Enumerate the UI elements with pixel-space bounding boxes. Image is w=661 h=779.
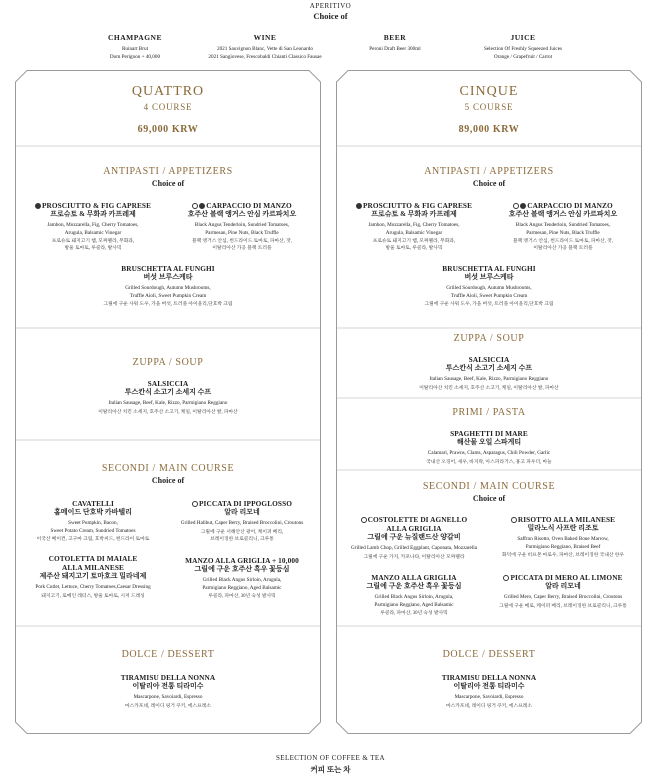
dish-tiramisu [55, 673, 281, 710]
beverage-line: Peroni Draft Beer 300ml [369, 46, 421, 52]
dish-origin: 그릴에 구운 서해안산 광어, 케이퍼 베리, [200, 529, 284, 535]
dish-ingredients: Black Angus Tenderloin, Sundried Tomatoes, [194, 222, 290, 228]
dish-ingredients: Saffron Risotto, Oven Baked Bone Marrow, [517, 536, 609, 542]
dish-origin: 그릴에 구운 가지, 카포나타, 이탈리아산 모짜렐라 [363, 554, 465, 560]
dish-origin: 방울 토마토, 루콜라, 발사믹 [385, 246, 443, 251]
dish-name-ko: 알라 리모네 [545, 582, 581, 590]
section-title: ANTIPASTI / APPETIZERS [424, 166, 554, 177]
dish-ingredients: Grilled Mero, Caper Berry, Braised Broccolini, Croutons [503, 594, 623, 600]
dish-ingredients: Italian Sausage, Beef, Kale, Rizzo, Parmigiano Reggiano [429, 376, 549, 382]
course-price: 69,000 KRW [137, 124, 199, 135]
dish-name: COSTOLETTE DI AGNELLO [367, 515, 468, 524]
dish-carpaccio [167, 201, 317, 252]
pork-icon [35, 203, 41, 209]
dish-origin: 프로슈토 돼지고기 햄, 모짜렐라, 무화과, [372, 239, 456, 244]
gluten-icon [513, 203, 519, 209]
course-price: 89,000 KRW [458, 124, 520, 135]
dish-name: PROSCIUTTO & FIG CAPRESE [41, 201, 152, 210]
dish-origin: 프로슈토 돼지고기 햄, 모짜렐라, 무화과, [51, 239, 135, 244]
quattro-secondi-heading [15, 463, 321, 485]
pork-icon [356, 203, 362, 209]
dish-ingredients: Parmigiano Reggiano, Aged Balsamic [202, 584, 282, 591]
gluten-icon [511, 517, 517, 523]
course-count: 5 COURSE [464, 102, 514, 112]
dish-origin: 이탈리아산 가공 블랙 트러플 [212, 246, 272, 251]
dish-salsiccia [35, 379, 301, 416]
dish-ingredients: Grilled Sourdough, Autumn Mushrooms, [446, 285, 532, 291]
dish-origin: 루콜라, 파마산, 30년 숙성 발사믹 [380, 611, 448, 616]
beverage-line: 2021 Sauvignon Blanc, Vette di San Leonardo [216, 46, 313, 52]
section-choice: Choice of [472, 494, 506, 503]
dish-ingredients: Arugula, Balsamic Vinegar [64, 229, 122, 236]
dish-origin: 그릴에 구운 사워 도우, 가을 버섯, 트러플 아이올리,단호박 크림 [424, 302, 554, 307]
beverage-beer [350, 33, 440, 53]
dish-origin: 마스카포네, 레이디 핑거 쿠키, 에스프레소 [125, 703, 211, 709]
dish-origin: 이탈리아산 가공 블랙 트러플 [533, 246, 593, 251]
course-count: 4 COURSE [143, 102, 193, 112]
dish-ingredients: Grilled Black Angus Sirloin, Arugula, [374, 594, 454, 600]
dish-prosciutto [340, 201, 488, 252]
beverage-line: Dom Perignon + 40,000 [109, 54, 161, 60]
dish-tiramisu [376, 673, 602, 710]
dish-name: TIRAMISU DELLA NONNA [441, 673, 537, 682]
cinque-antipasti-heading [336, 166, 642, 188]
dish-ingredients: Parmigiano Reggiano, Aged Balsamic [374, 601, 454, 608]
dish-origin: 브레이징한 브로콜리니, 크루통 [210, 536, 274, 542]
dish-piccata-ippoglosso [167, 499, 317, 543]
dish-name: SALSICCIA [147, 379, 189, 388]
beverage-champagne [95, 33, 175, 61]
dish-prosciutto [19, 201, 167, 252]
section-choice: Choice of [472, 179, 506, 188]
gluten-icon [192, 203, 198, 209]
dish-risotto [488, 515, 638, 559]
nuts-icon [520, 203, 526, 209]
dish-origin: 국내산 오징어, 새우, 바지락, 아스파라거스, 홍고 파우더, 마늘 [426, 459, 552, 465]
beverage-heading: JUICE [510, 33, 536, 42]
dish-carpaccio [488, 201, 638, 252]
footer-coffee-tea: SELECTION OF COFFEE & TEA [275, 754, 386, 762]
dish-ingredients: Sweet Potato Cream, Sundried Tomatoes [50, 527, 136, 534]
cinque-header [336, 84, 642, 135]
course-name: CINQUE [459, 84, 519, 99]
dish-name-ko: 이탈리아 전통 티라미수 [132, 682, 204, 690]
dish-name: MANZO ALLA GRIGLIA [371, 573, 457, 582]
dish-ingredients: Truffle Aioli, Sweet Pumpkin Cream [129, 292, 207, 299]
dish-name: CAVATELLI [72, 499, 114, 508]
dish-name: SALSICCIA [468, 355, 510, 364]
beverage-line: Ruinart Brut [121, 46, 149, 52]
section-title: ZUPPA / SOUP [453, 333, 525, 344]
gluten-icon [503, 575, 509, 581]
dish-origin: 그릴에 구운 메로, 케이퍼 베리, 브레이징한 브로콜리니, 크루통 [499, 603, 627, 609]
dish-piccata-mero [488, 573, 638, 610]
dish-name-ko: 투스칸식 소고기 소세지 수프 [445, 364, 533, 372]
dish-origin: 방울 토마토, 루콜라, 발사믹 [64, 246, 122, 251]
nuts-icon [199, 203, 205, 209]
dish-ingredients: Italian Sausage, Beef, Kale, Rizzo, Parmigiano Reggiano [108, 400, 228, 406]
dish-name-line2: ALLA MILANESE [62, 563, 124, 572]
dish-costolette [340, 515, 488, 561]
beverage-heading: CHAMPAGNE [108, 33, 162, 42]
section-title: SECONDI / MAIN COURSE [422, 481, 556, 492]
dish-ingredients: Parmesan, Pine Nuts, Black Truffle [526, 229, 600, 236]
dish-origin: 이국산 베이컨, 고구마 크림, 호박씨드, 썬드라이 토마토 [36, 537, 150, 542]
dish-bruschetta [396, 264, 582, 308]
dish-name-ko: 홈메이드 단호박 카바텔리 [54, 508, 132, 516]
dish-name-ko: 밀라노식 사프란 리조토 [527, 524, 599, 532]
dish-name-ko: 버섯 브루스케타 [143, 273, 193, 281]
gluten-icon [192, 501, 198, 507]
dish-origin: 이탈리아산 치킨 소세지, 호주산 소고기, 케일, 이탈리아산 쌀, 파마산 [98, 409, 238, 415]
section-title: ANTIPASTI / APPETIZERS [103, 166, 233, 177]
dish-ingredients: Arugula, Balsamic Vinegar [385, 229, 443, 236]
dish-name-ko: 그릴에 구운 호주산 흑우 꽃등심 [366, 582, 462, 590]
dish-bruschetta [75, 264, 261, 308]
dish-salsiccia [356, 355, 622, 392]
dish-ingredients: Grilled Sourdough, Autumn Mushrooms, [125, 285, 211, 291]
cinque-secondi-heading [336, 481, 642, 503]
dish-name-ko: 버섯 브루스케타 [464, 273, 514, 281]
cinque-dolce-heading [336, 649, 642, 660]
quattro-header [15, 84, 321, 135]
dish-origin: 화덕에 구운 비프본 마로우, 파마산, 브레이징한 국내산 한우 [501, 553, 624, 558]
dish-name: COTOLETTA DI MAIALE [48, 554, 138, 563]
aperitivo-label: APERITIVO [309, 2, 352, 10]
dish-ingredients: Jambon, Mozzarella, Fig, Cherry Tomatoes, [47, 222, 139, 228]
dish-manzo [340, 573, 488, 617]
dish-ingredients: Jambon, Mozzarella, Fig, Cherry Tomatoes, [368, 222, 460, 228]
dish-name-ko: 호주산 블랙 앵거스 안심 카르파치오 [508, 210, 618, 218]
dish-ingredients: Parmigiano Reggiano, Braised Beef [525, 543, 601, 550]
dish-ingredients: Sweet Pumpkin, Bacon, [68, 520, 118, 526]
quattro-panel [15, 70, 321, 734]
dish-name-ko: 해산물 오일 스파게티 [456, 438, 522, 446]
dish-cotoletta [19, 554, 167, 600]
dish-name-ko: 이탈리아 전통 티라미수 [453, 682, 525, 690]
quattro-zuppa-heading [15, 357, 321, 368]
dish-name: TIRAMISU DELLA NONNA [120, 673, 216, 682]
dish-ingredients: Pork Cutlet, Lettuce, Cherry Tomatoes,Caesar Dressing [35, 584, 151, 590]
course-name: QUATTRO [131, 84, 205, 99]
dish-origin: 마스카포네, 레이디 핑거 쿠키, 에스프레소 [446, 703, 532, 709]
dish-name: CARPACCIO DI MANZO [527, 201, 613, 210]
dish-name: BRUSCHETTA AL FUNGHI [121, 264, 215, 273]
dish-name-ko: 프로슈토 & 무화과 카프레제 [371, 210, 457, 218]
dish-spaghetti [356, 429, 622, 466]
dish-origin: 블랙 앵거스 안심, 썬드라이드 토마토, 파마산, 잣, [512, 239, 614, 244]
dish-name-ko: 호주산 블랙 앵거스 안심 카르파치오 [187, 210, 297, 218]
cinque-panel [336, 70, 642, 734]
dish-manzo [167, 556, 317, 600]
dish-ingredients: Mascarpone, Savoiardi, Espresso [133, 694, 203, 700]
dish-name-ko: 제주산 돼지고기 토마호크 밀라네제 [39, 572, 147, 580]
dish-name: MANZO ALLA GRIGLIA + 10,000 [185, 556, 299, 565]
dish-ingredients: Calamari, Prawns, Clams, Asparagus, Chili Powder, Garlic [427, 450, 551, 456]
dish-name-ko: 투스칸식 소고기 소세지 수프 [124, 388, 212, 396]
cinque-zuppa-heading [336, 333, 642, 344]
dish-name: BRUSCHETTA AL FUNGHI [442, 264, 536, 273]
dish-origin: 돼지고기, 로메인 레터스, 방울 토마토, 시저 드레싱 [41, 593, 145, 599]
beverage-line: 2021 Sangiovese, Frescobaldi Chianti Classico Fausae [208, 54, 322, 60]
dish-name: PROSCIUTTO & FIG CAPRESE [362, 201, 473, 210]
section-title: DOLCE / DESSERT [442, 649, 536, 660]
beverage-heading: BEER [383, 33, 407, 42]
section-choice: Choice of [151, 179, 185, 188]
section-title: DOLCE / DESSERT [121, 649, 215, 660]
dish-ingredients: Truffle Aioli, Sweet Pumpkin Cream [450, 292, 528, 299]
cinque-primi-heading [336, 407, 642, 418]
dish-ingredients: Mascarpone, Savoiardi, Espresso [454, 694, 524, 700]
section-title: SECONDI / MAIN COURSE [101, 463, 235, 474]
beverage-heading: WINE [253, 33, 277, 42]
dish-name: PICCATA DI MERO AL LIMONE [510, 573, 623, 582]
dish-name: PICCATA DI IPPOGLOSSO [198, 499, 293, 508]
quattro-dolce-heading [15, 649, 321, 660]
dish-name-ko: 알라 리모네 [224, 508, 260, 516]
section-choice: Choice of [151, 476, 185, 485]
dish-name-ko: 그릴에 구운 호주산 흑우 꽃등심 [194, 565, 290, 573]
dish-ingredients: Parmesan, Pine Nuts, Black Truffle [205, 229, 279, 236]
quattro-antipasti-heading [15, 166, 321, 188]
dish-name-ko: 프로슈토 & 무화과 카프레제 [50, 210, 136, 218]
dish-origin: 루콜라, 파마산, 30년 숙성 발사믹 [208, 594, 276, 599]
dish-origin: 그릴에 구운 사워 도우, 가을 버섯, 트러플 아이올리,단호박 크림 [103, 302, 233, 307]
dish-ingredients: Grilled Lamb Chop, Grilled Eggplant, Caponata, Mozzarella [350, 545, 478, 551]
aperitivo-choice: Choice of [313, 11, 348, 21]
section-title: PRIMI / PASTA [452, 407, 526, 418]
dish-ingredients: Black Angus Tenderloin, Sundried Tomatoes, [515, 222, 611, 228]
dish-cavatelli [19, 499, 167, 543]
beverage-line: Orange / Grapefruit / Carrot [493, 54, 553, 60]
dish-name-ko: 그릴에 구운 뉴질랜드산 양갈비 [367, 533, 461, 541]
dish-name: RISOTTO ALLA MILANESE [517, 515, 616, 524]
dish-name: CARPACCIO DI MANZO [206, 201, 292, 210]
beverage-line: Selection Of Freshly Squeezed Juices [483, 46, 563, 52]
dish-ingredients: Grilled Halibut, Caper Berry, Braised Broccolini, Croutons [180, 520, 304, 526]
beverage-wine [190, 33, 340, 61]
beverage-juice [468, 33, 578, 61]
dish-origin: 이탈리아산 치킨 소세지, 호주산 소고기, 케일, 이탈리아산 쌀, 파마산 [419, 385, 559, 391]
section-title: ZUPPA / SOUP [132, 357, 204, 368]
dish-origin: 블랙 앵거스 안심, 썬드라이드 토마토, 파마산, 잣, [191, 239, 293, 244]
dish-name: SPAGHETTI DI MARE [450, 429, 528, 438]
dish-ingredients: Grilled Black Angus Sirloin, Arugula, [202, 577, 282, 583]
dish-name-line2: ALLA GRIGLIA [386, 524, 442, 533]
footer-coffee-tea-ko: 커피 또는 차 [310, 765, 351, 774]
gluten-icon [361, 517, 367, 523]
